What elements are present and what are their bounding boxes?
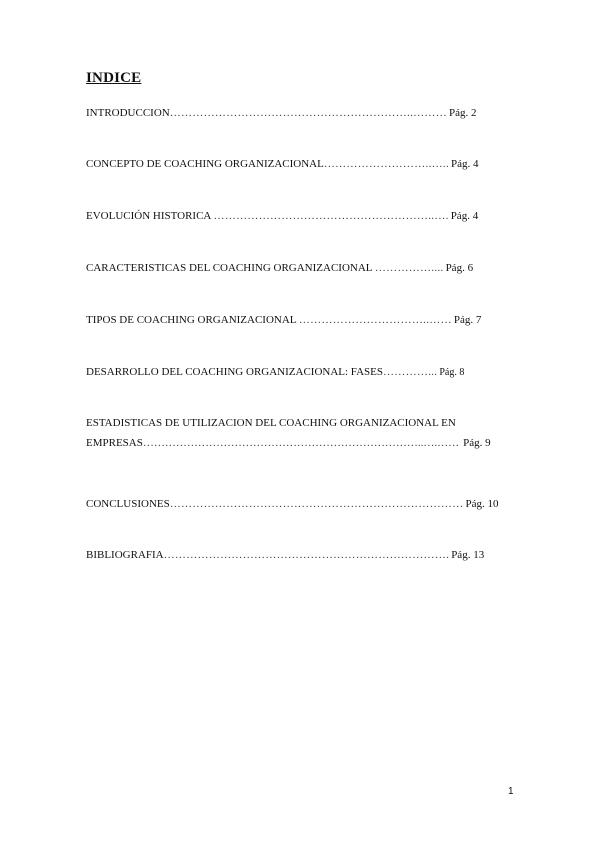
- toc-leader-dots: ………………………..…..: [323, 158, 450, 170]
- toc-entry-title: EVOLUCIÓN HISTORICA: [86, 210, 214, 222]
- toc-entry-title: DESARROLLO DEL COACHING ORGANIZACIONAL: FASES: [86, 366, 383, 378]
- toc-entry-title-line1: ESTADISTICAS DE UTILIZACION DEL COACHING ORGANIZACIONAL EN: [86, 417, 456, 429]
- toc-entry-title: CONCEPTO DE COACHING ORGANIZACIONAL: [86, 158, 324, 170]
- toc-entry-caracteristicas: [86, 261, 473, 275]
- toc-entry-tipos: [86, 313, 481, 327]
- toc-entry-title: CONCLUSIONES: [86, 498, 170, 510]
- toc-entry-page: Pág. 2: [449, 107, 477, 119]
- toc-entry-title: TIPOS DE COACHING ORGANIZACIONAL: [86, 314, 299, 326]
- toc-entry-page: Pág. 6: [445, 262, 474, 274]
- page-number: 1: [508, 786, 514, 797]
- toc-entry-title: INTRODUCCION: [86, 107, 170, 119]
- toc-entry-page: Pág. 7: [453, 314, 482, 326]
- toc-leader-dots: …………………………………………………………………..….……: [142, 437, 460, 449]
- toc-entry-page: Pág. 8: [439, 367, 465, 378]
- toc-leader-dots: ……………………………………………………………………: [169, 498, 464, 510]
- toc-entry-desarrollo: [86, 365, 464, 380]
- toc-entry-conclusiones: [86, 497, 499, 511]
- toc-entry-concepto: [86, 157, 479, 171]
- toc-entry-bibliografia: [86, 548, 484, 562]
- toc-entry-page: Pág. 4: [451, 158, 479, 170]
- toc-leader-dots: ……………………………..……: [298, 314, 452, 326]
- index-heading: INDICE: [86, 70, 142, 86]
- toc-leader-dots: …………………………………………………..….: [213, 210, 449, 222]
- toc-entry-page: Pág. 4: [450, 210, 479, 222]
- toc-leader-dots: ……………....: [374, 262, 444, 274]
- toc-entry-page: Pág. 13: [451, 549, 485, 561]
- toc-entry-title: BIBLIOGRAFIA: [86, 549, 164, 561]
- toc-entry-page: Pág. 9: [463, 437, 491, 449]
- toc-entry-introduccion: [86, 106, 477, 120]
- toc-entry-estadisticas: [86, 413, 514, 453]
- toc-leader-dots: …………...: [383, 366, 438, 378]
- toc-entry-title: EMPRESAS: [86, 437, 143, 449]
- toc-entry-page: Pág. 10: [465, 498, 499, 510]
- toc-entry-evolucion: [86, 209, 478, 223]
- toc-leader-dots: ………………………………………………………………….: [163, 549, 450, 561]
- toc-leader-dots: ………………………………………………………..………: [169, 107, 448, 119]
- toc-entry-title: CARACTERISTICAS DEL COACHING ORGANIZACIONAL: [86, 262, 375, 274]
- toc-entry-title-line2-wrapper: [86, 433, 514, 453]
